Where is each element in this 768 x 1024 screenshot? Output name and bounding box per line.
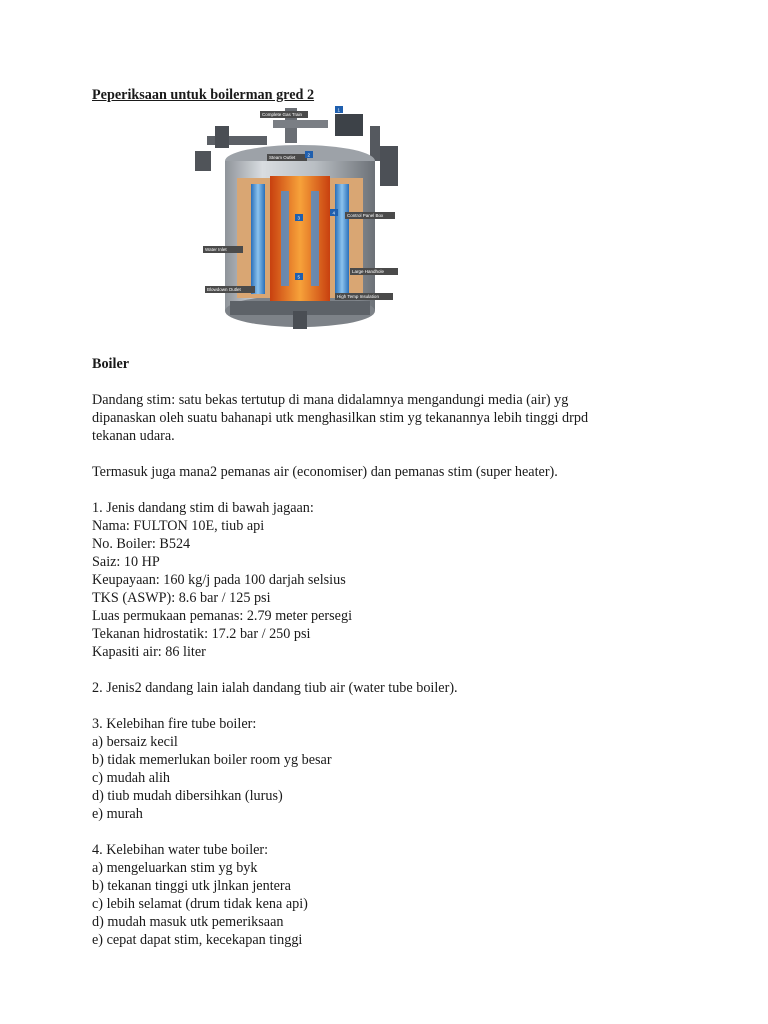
figure-callout: 3 — [297, 215, 301, 221]
section-2 — [92, 679, 692, 697]
page-title: Peperiksaan untuk boilerman gred 2 — [92, 87, 315, 103]
figure-callout: 4 — [332, 210, 336, 216]
definition-paragraph — [92, 391, 692, 445]
figure-label: Water Inlet — [205, 247, 227, 252]
list-item: b) tidak memerlukan boiler room yg besar — [92, 752, 332, 768]
list-item: e) cepat dapat stim, kecekapan tinggi — [92, 932, 303, 948]
section-2-text: 2. Jenis2 dandang lain ialah dandang tiub air (water tube boiler). — [92, 680, 458, 696]
spec-item: Tekanan hidrostatik: 17.2 bar / 250 psi — [92, 626, 311, 642]
figure-callout: 5 — [297, 274, 301, 280]
spec-item: Kapasiti air: 86 liter — [92, 644, 206, 660]
list-item: d) tiub mudah dibersihkan (lurus) — [92, 788, 283, 804]
figure-label: Blowdown Outlet — [207, 287, 241, 292]
spec-item: Keupayaan: 160 kg/j pada 100 darjah selsius — [92, 572, 346, 588]
section-1 — [92, 499, 692, 661]
boiler-cutaway-icon — [185, 106, 420, 331]
boiler-illustration — [185, 106, 420, 331]
spec-item: Nama: FULTON 10E, tiub api — [92, 518, 265, 534]
definition-line: tekanan udara. — [92, 428, 175, 444]
document-page — [92, 86, 692, 949]
spec-item: Luas permukaan pemanas: 2.79 meter persegi — [92, 608, 353, 624]
figure-label: Steam Outlet — [269, 155, 296, 160]
section-3-heading: 3. Kelebihan fire tube boiler: — [92, 716, 257, 732]
list-item: a) bersaiz kecil — [92, 734, 178, 750]
figure-label: Control Panel Box — [347, 213, 384, 218]
figure-label: High Temp Insulation — [337, 294, 379, 299]
boiler-heading: Boiler — [92, 356, 130, 372]
list-item: d) mudah masuk utk pemeriksaan — [92, 914, 284, 930]
figure-label: Large Handhole — [352, 269, 385, 274]
section-1-heading: 1. Jenis dandang stim di bawah jagaan: — [92, 500, 314, 516]
section-4 — [92, 841, 692, 949]
spec-item: TKS (ASWP): 8.6 bar / 125 psi — [92, 590, 271, 606]
figure-callout: 1 — [337, 107, 341, 113]
definition-line: dipanaskan oleh suatu bahanapi utk menghasilkan stim yg tekanannya lebih tinggi drpd — [92, 410, 589, 426]
list-item: c) mudah alih — [92, 770, 171, 786]
section-4-heading: 4. Kelebihan water tube boiler: — [92, 842, 269, 858]
includes-paragraph — [92, 463, 692, 481]
definition-line: Dandang stim: satu bekas tertutup di mana didalamnya mengandungi media (air) yg — [92, 392, 569, 408]
spec-item: No. Boiler: B524 — [92, 536, 191, 552]
section-3 — [92, 715, 692, 823]
list-item: e) murah — [92, 806, 143, 822]
figure-callout: 2 — [307, 152, 311, 158]
spec-item: Saiz: 10 HP — [92, 554, 160, 570]
list-item: c) lebih selamat (drum tidak kena api) — [92, 896, 308, 912]
list-item: a) mengeluarkan stim yg byk — [92, 860, 258, 876]
figure-label: Complete Gas Train — [262, 112, 303, 117]
list-item: b) tekanan tinggi utk jlnkan jentera — [92, 878, 291, 894]
includes-text: Termasuk juga mana2 pemanas air (economiser) dan pemanas stim (super heater). — [92, 464, 558, 480]
